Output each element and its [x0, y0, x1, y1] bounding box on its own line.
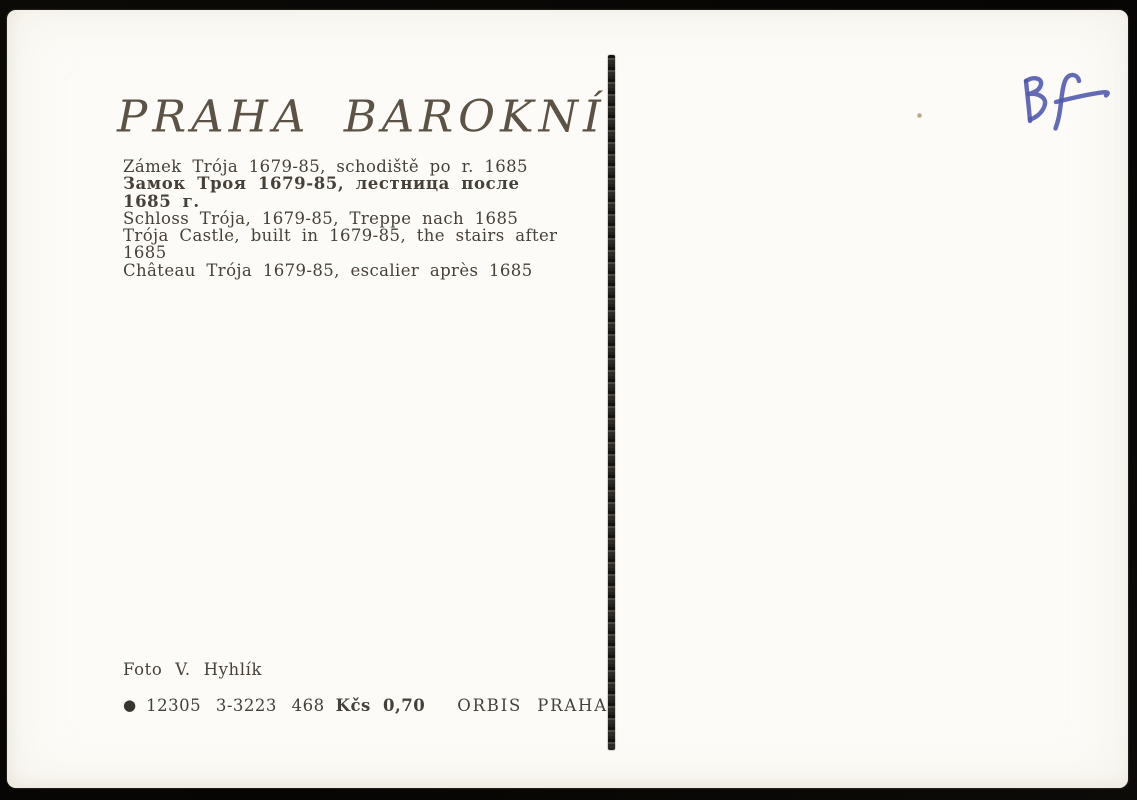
postcard-back — [7, 10, 1128, 788]
scan-speck — [917, 113, 922, 118]
caption-line-english-continued: 1685 — [123, 243, 167, 263]
imprint-price: Kčs 0,70 — [335, 696, 426, 715]
caption-line-german: Schloss Trója, 1679-85, Treppe nach 1685 — [123, 208, 519, 228]
imprint-code: 12305 3-3223 468 — [146, 696, 325, 715]
caption-line-czech: Zámek Trója 1679-85, schodiště po r. 1685 — [123, 157, 528, 176]
bullet-icon: ● — [123, 696, 137, 714]
caption-line-russian: Замок Троя 1679-85, лестница после — [123, 174, 520, 194]
handwritten-mark-bf — [1012, 70, 1122, 145]
imprint-line — [123, 696, 608, 715]
caption-line-english: Trója Castle, built in 1679-85, the stairs after — [123, 226, 558, 246]
caption-line-russian-continued: 1685 г. — [123, 191, 200, 211]
caption-line-french: Château Trója 1679-85, escalier après 1685 — [123, 260, 533, 280]
imprint-publisher: ORBIS PRAHA — [457, 696, 608, 715]
postcard-title: PRAHA BAROKNÍ — [117, 90, 606, 143]
center-divider-line — [608, 55, 615, 750]
caption-block — [123, 158, 568, 279]
photo-credit: Foto V. Hyhlík — [123, 660, 263, 679]
